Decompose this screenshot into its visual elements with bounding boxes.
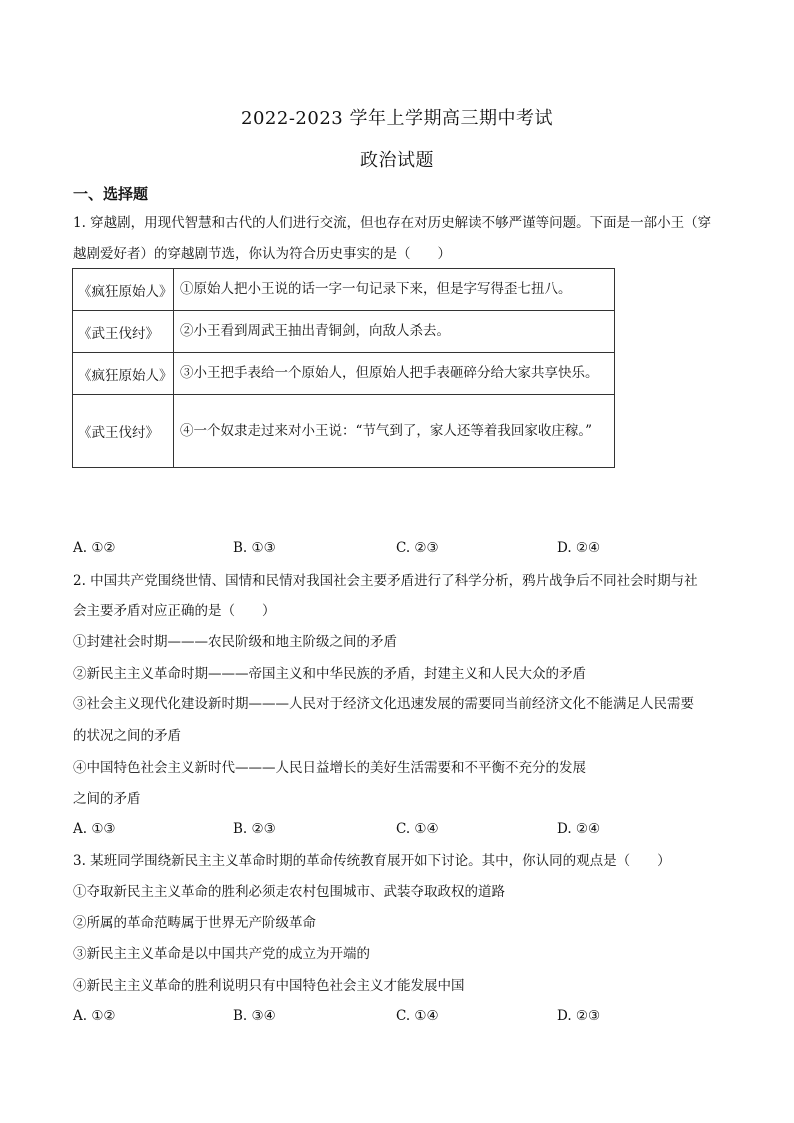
q1-option-c[interactable]: C. ②③: [396, 540, 439, 556]
q3-option-c[interactable]: C. ①④: [396, 1008, 439, 1024]
drama-cell: 《疯狂原始人》: [73, 269, 174, 311]
q2-statement: ①封建社会时期———农民阶级和地主阶级之间的矛盾: [73, 634, 397, 650]
exam-title: 2022-2023 学年上学期高三期中考试: [241, 108, 553, 129]
q3-option-b[interactable]: B. ③④: [233, 1008, 276, 1024]
scene-cell: ③小王把手表给一个原始人，但原始人把手表砸碎分给大家共享快乐。: [174, 353, 615, 395]
drama-cell: 《武王伐纣》: [73, 395, 174, 468]
q2-option-d[interactable]: D. ②④: [557, 821, 601, 837]
q1-option-d[interactable]: D. ②④: [557, 540, 601, 556]
q2-statement: ②新民主主义革命时期———帝国主义和中华民族的矛盾，封建主义和人民大众的矛盾: [73, 666, 586, 682]
q3-option-d[interactable]: D. ②③: [557, 1008, 601, 1024]
q2-statement: 之间的矛盾: [73, 791, 141, 807]
q3-statement: ①夺取新民主主义革命的胜利必须走农村包围城市、武装夺取政权的道路: [73, 884, 505, 900]
table-row: [73, 311, 615, 353]
drama-cell: 《疯狂原始人》: [73, 353, 174, 395]
q1-option-b[interactable]: B. ①③: [233, 540, 276, 556]
q2-statement: ④中国特色社会主义新时代———人民日益增长的美好生活需要和不平衡不充分的发展: [73, 760, 586, 776]
q1-option-a[interactable]: A. ①②: [73, 540, 116, 556]
exam-subtitle: 政治试题: [360, 150, 434, 171]
q2-option-c[interactable]: C. ①④: [396, 821, 439, 837]
q3-statement: ②所属的革命范畴属于世界无产阶级革命: [73, 915, 316, 931]
q2-statement: 的状况之间的矛盾: [73, 728, 181, 744]
q3-stem-line: 3. 某班同学围绕新民主主义革命时期的革命传统教育展开如下讨论。其中，你认同的观点是（ ）: [73, 853, 671, 869]
scene-cell: ①原始人把小王说的话一字一句记录下来，但是字写得歪七扭八。: [174, 269, 615, 311]
q2-option-a[interactable]: A. ①③: [73, 821, 116, 837]
scene-cell: ④一个奴隶走过来对小王说：“节气到了，家人还等着我回家收庄稼。”: [174, 395, 615, 468]
q2-statement: ③社会主义现代化建设新时期———人民对于经济文化迅速发展的需要同当前经济文化不能满足人民需要: [73, 696, 694, 712]
table-row: [73, 269, 615, 311]
q3-option-a[interactable]: A. ①②: [73, 1008, 116, 1024]
q1-scene-table: [72, 268, 615, 468]
drama-cell: 《武王伐纣》: [73, 311, 174, 353]
q2-option-b[interactable]: B. ②③: [233, 821, 276, 837]
q1-stem-line: 越剧爱好者）的穿越剧节选，你认为符合历史事实的是（ ）: [73, 246, 451, 262]
q3-statement: ③新民主主义革命是以中国共产党的成立为开端的: [73, 946, 370, 962]
q2-stem-line: 2. 中国共产党围绕世情、国情和民情对我国社会主要矛盾进行了科学分析，鸦片战争后不同社会时期与社: [73, 573, 698, 589]
q3-statement: ④新民主主义革命的胜利说明只有中国特色社会主义才能发展中国: [73, 978, 465, 994]
scene-cell: ②小王看到周武王抽出青铜剑，向敌人杀去。: [174, 311, 615, 353]
table-row: [73, 395, 615, 468]
table-row: [73, 353, 615, 395]
section-heading: 一、选择题: [73, 185, 149, 203]
q1-stem-line: 1. 穿越剧，用现代智慧和古代的人们进行交流，但也存在对历史解读不够严谨等问题。下面是一部小王（穿: [73, 215, 712, 231]
q2-stem-line: 会主要矛盾对应正确的是（ ）: [73, 603, 276, 619]
